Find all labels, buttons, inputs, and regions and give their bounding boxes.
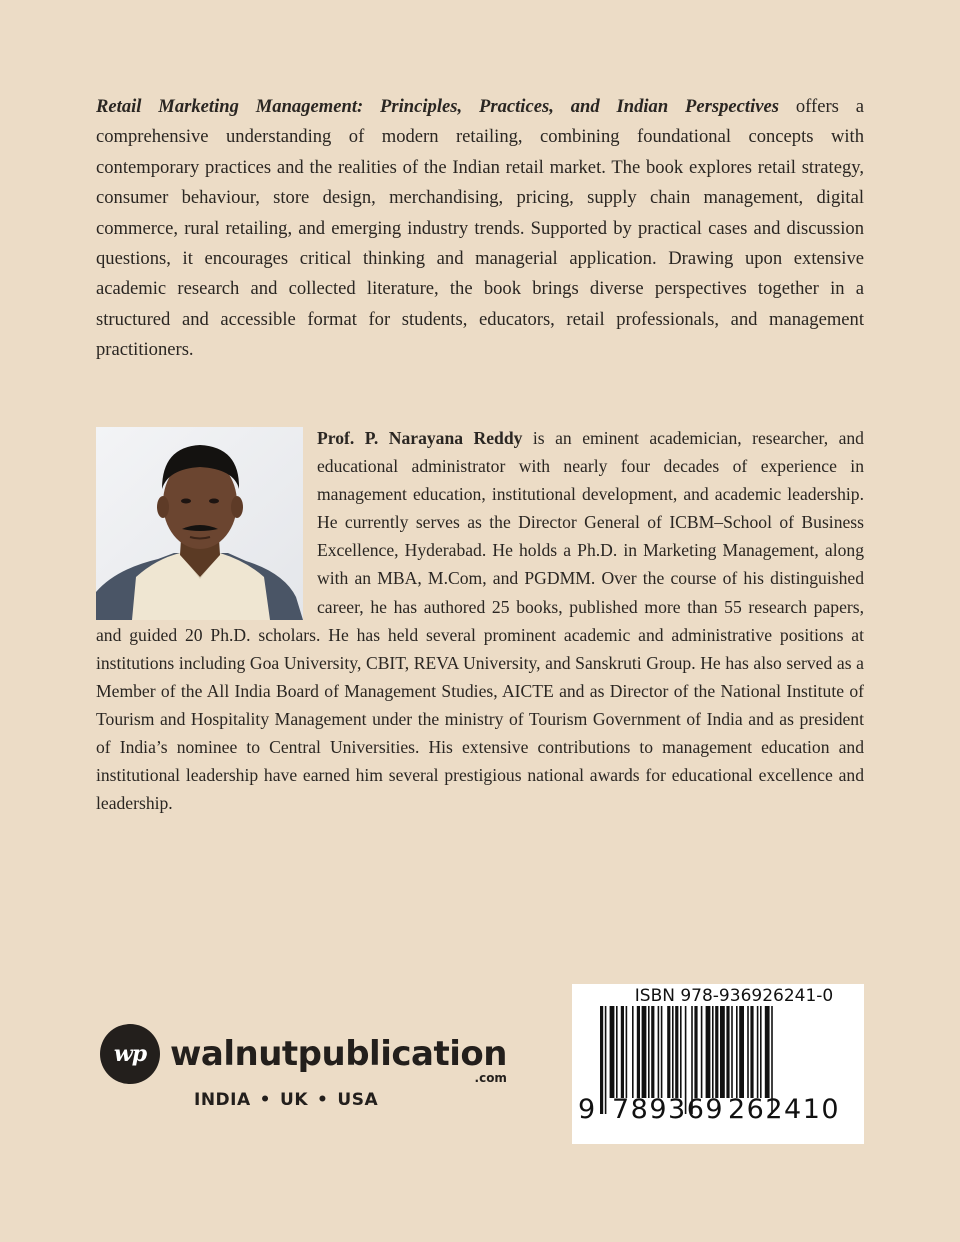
barcode-bar (651, 1006, 654, 1098)
barcode-bar (747, 1006, 749, 1098)
book-description-text: offers a comprehensive understanding of modern retailing, combining foundational concepts with contemporary practices and the realities of the Indian retail market. The book explores retail strategy, consumer behaviour, store design, merchandising, pricing, supply chain management, digital commerce, rural retailing, and emerging industry trends. Supported by practical cases and discussion questions, it encourages critical thinking and managerial application. Drawing upon extensive academic research and collected literature, the book brings diverse perspectives together in a structured and accessible format for students, educators, retail professionals, and management practitioners. (96, 96, 864, 361)
barcode-bar (675, 1006, 678, 1098)
barcode-bar (658, 1006, 660, 1098)
barcode-bar (600, 1006, 603, 1114)
book-title: Retail Marketing Management: Principles, Practices, and Indian Perspectives (96, 96, 779, 117)
barcode-bar (610, 1006, 615, 1098)
publisher-domain-suffix: .com (474, 1071, 507, 1085)
isbn-barcode (572, 984, 864, 1144)
barcode-bar (621, 1006, 624, 1098)
barcode-bar (637, 1006, 640, 1098)
barcode-bar (757, 1006, 759, 1098)
barcode-bar (667, 1006, 670, 1098)
publisher-regions (194, 1090, 378, 1110)
author-photo (96, 427, 303, 620)
barcode-bar (720, 1006, 725, 1098)
barcode-digits-left: 789369 (612, 1094, 725, 1125)
barcode-digits-right: 262410 (728, 1094, 841, 1125)
barcode-bar (616, 1006, 618, 1098)
barcode-bar (632, 1006, 634, 1098)
barcode-bar (715, 1006, 718, 1098)
book-description (96, 92, 864, 366)
barcode-bar (706, 1006, 711, 1098)
barcode-bar (736, 1006, 738, 1098)
author-bio (96, 424, 864, 817)
barcode-bar (626, 1006, 628, 1098)
publisher-monogram: wp (100, 1024, 160, 1084)
barcode-bar (648, 1006, 650, 1098)
barcode-bar (726, 1006, 729, 1098)
barcode-bar (661, 1006, 663, 1098)
region-india: INDIA (194, 1090, 251, 1110)
barcode-bar (701, 1006, 703, 1098)
region-separator: • (259, 1090, 272, 1110)
author-bio-text: is an eminent academician, researcher, and educational administrator with nearly four decades of experience in management education, institutional development, and academic leadership. He currently serves as the Director General of ICBM–School of Business Excellence, Hyderabad. He holds a Ph.D. in Marketing Management, along with an MBA, M.Com, and PGDMM. Over the course of his distinguished career, he has authored 25 books, published more than 55 research papers, and guided 20 Ph.D. scholars. He has held several prominent academic and administrative positions at institutions including Goa University, CBIT, REVA University, and Sanskruti Group. He has also served as a Member of the All India Board of Management Studies, AICTE and as Director of the National Institute of Tourism and Hospitality Management under the ministry of Tourism Government of India and as president of India’s nominee to Central Universities. His extensive contributions to management education and institutional leadership have earned him several prestigious national awards for educational excellence and leadership. (96, 428, 864, 814)
barcode-bar (750, 1006, 753, 1098)
publisher-logo (100, 1024, 507, 1084)
barcode-bar (765, 1006, 770, 1098)
publisher-name: walnutpublication (170, 1034, 507, 1074)
barcode-bar (760, 1006, 762, 1098)
barcode-bar (680, 1006, 682, 1098)
barcode-bar (642, 1006, 647, 1098)
barcode-bar (739, 1006, 744, 1098)
barcode-bar (672, 1006, 674, 1098)
barcode-bar (694, 1006, 697, 1098)
barcode-bar (731, 1006, 733, 1098)
region-usa: USA (337, 1090, 379, 1110)
barcode-digit-lead: 9 (578, 1094, 596, 1125)
barcode-bar (605, 1006, 607, 1114)
author-name: Prof. P. Narayana Reddy (317, 428, 523, 448)
isbn-label: ISBN 978-936926241-0 (634, 986, 834, 1006)
region-separator: • (317, 1090, 329, 1110)
region-uk: UK (280, 1090, 309, 1110)
barcode-bar (712, 1006, 714, 1098)
